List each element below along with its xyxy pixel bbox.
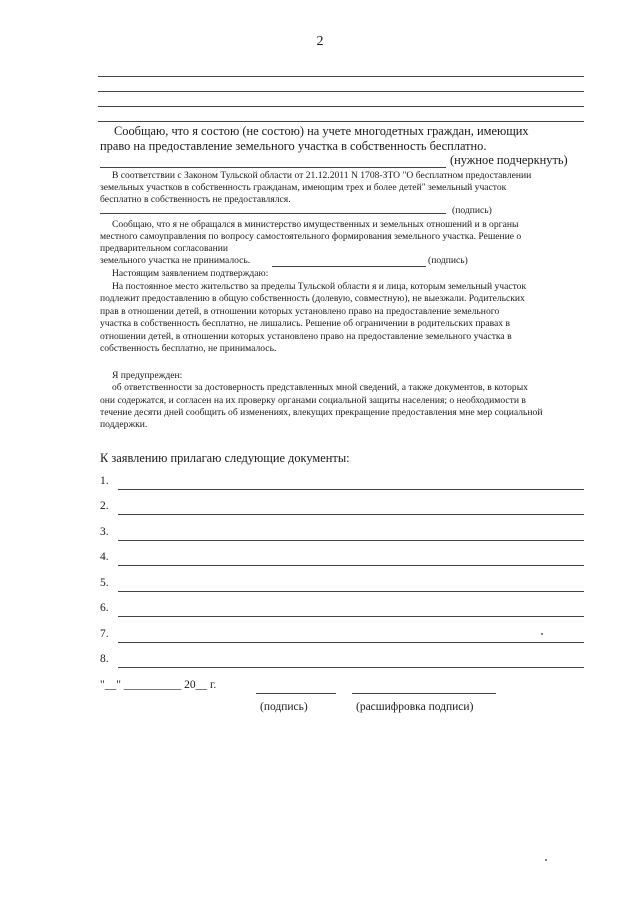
status-note: (нужное подчеркнуть) (450, 153, 568, 167)
law-line-3: бесплатно в собственность не предоставлялся. (100, 194, 291, 205)
attachments-title: К заявлению прилагаю следующие документы: (100, 451, 350, 465)
blank-line (98, 121, 584, 122)
signature-line (272, 266, 426, 267)
confirm-line-4: участка в собственность бесплатно, не лишались. Решение об ограничении в родительских правах в (100, 318, 510, 329)
confirm-line-5: отношении детей, в отношении которых установлено право на предоставление земельного участка в (100, 331, 512, 342)
attachment-number: 1. (100, 475, 109, 487)
attachment-line (118, 489, 584, 490)
warning-line-1: об ответственности за достоверность представленных мной сведений, а также документов, в которых (112, 382, 528, 393)
date-field: "__" __________ 20__ г. (100, 679, 217, 691)
confirm-line-1: На постоянное место жительство за пределы Тульской области я и лица, которым земельный участок (112, 281, 527, 292)
attachment-number: 5. (100, 577, 109, 589)
status-line-1: Сообщаю, что я состою (не состою) на учете многодетных граждан, имеющих (114, 124, 529, 138)
confirm-line-6: собственность бесплатно, не принималось. (100, 343, 277, 354)
warning-line-4: поддержки. (100, 419, 148, 430)
blank-line (98, 106, 584, 107)
confirm-line-3: прав в отношении детей, в отношении которых установлено право на предоставление земельного (100, 306, 500, 317)
warning-line-3: течение десяти дней сообщить об изменениях, влекущих прекращение предоставления мне мер социальной (100, 407, 543, 418)
decoding-label: (расшифровка подписи) (356, 701, 474, 713)
blank-line (98, 91, 584, 92)
decoding-line (352, 693, 496, 694)
attachment-line (118, 540, 584, 541)
status-line-2: право на предоставление земельного участка в собственность бесплатно. (100, 139, 487, 153)
confirm-heading: Настоящим заявлением подтверждаю: (112, 268, 269, 279)
law-sign-label: (подпись) (452, 205, 492, 216)
attachment-line (118, 591, 584, 592)
page-number: 2 (316, 34, 324, 49)
signature-label: (подпись) (260, 701, 308, 713)
warning-heading: Я предупрежден: (112, 370, 183, 381)
confirm-line-2: подлежит предоставлению в общую собственность (долевую, совместную), не выезжали. Родительских (100, 293, 525, 304)
signature-line (100, 213, 446, 214)
attachment-line (118, 642, 584, 643)
attachment-line (118, 565, 584, 566)
attachment-number: 6. (100, 602, 109, 614)
ministry-line-4: земельного участка не принималось. (100, 255, 251, 266)
scan-speck (541, 633, 543, 635)
ministry-sign-label: (подпись) (428, 255, 468, 266)
attachment-number: 3. (100, 526, 109, 538)
law-line-2: земельных участков в собственность гражданам, имеющим трех и более детей" земельный участок (100, 182, 507, 193)
warning-line-2: они содержатся, и согласен на их проверку органами социальной защиты населения; о необходимости в (100, 395, 526, 406)
attachment-line (118, 514, 584, 515)
law-line-1: В соответствии с Законом Тульской области от 21.12.2011 N 1708-ЗТО "О бесплатном предоставлении (112, 170, 532, 181)
attachment-line (118, 667, 584, 668)
attachment-number: 4. (100, 551, 109, 563)
ministry-line-3: предварительном согласовании (100, 243, 229, 254)
attachment-number: 8. (100, 653, 109, 665)
ministry-line-1: Сообщаю, что я не обращался в министерство имущественных и земельных отношений и в органы (112, 219, 519, 230)
blank-line (98, 76, 584, 77)
scan-speck (545, 859, 547, 861)
attachment-number: 7. (100, 628, 109, 640)
underline-field (100, 167, 446, 168)
signature-line (256, 693, 336, 694)
ministry-line-2: местного самоуправления по вопросу самостоятельного формирования земельного участка. Решение о (100, 231, 522, 242)
attachment-number: 2. (100, 500, 109, 512)
attachment-line (118, 616, 584, 617)
